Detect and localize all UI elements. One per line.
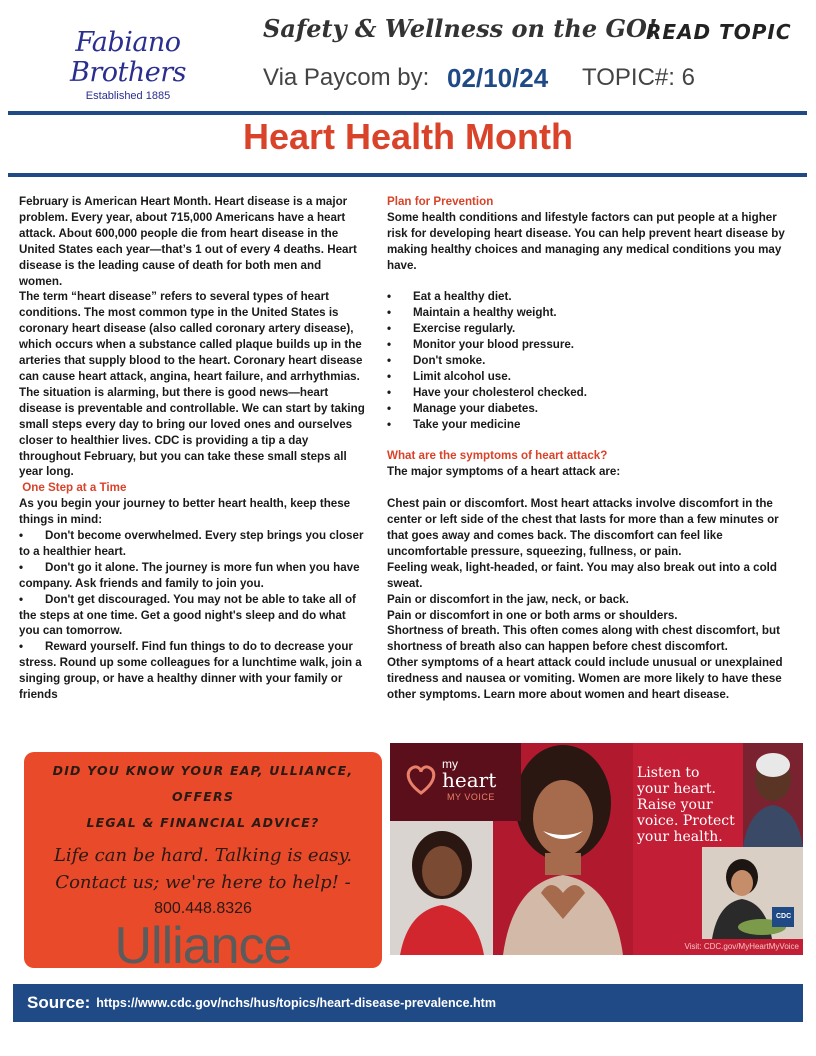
issue-date: 02/10/24 <box>447 63 549 93</box>
symptom-item: Chest pain or discomfort. Most heart attacks involve discomfort in the center or left side of the chest that lasts for more than a few minutes or that goes away and comes back. The discomfort can feel like uncomfortable pressure, squeezing, fullness, or pain. <box>387 497 779 558</box>
step-intro: As you begin your journey to better heart health, keep these things in mind: <box>19 497 351 527</box>
list-item: • Don't go it alone. The journey is more fun when you have company. Ask friends and family to join you. <box>19 560 360 590</box>
list-item: • Don't become overwhelmed. Every step brings you closer to a healthier heart. <box>19 529 364 558</box>
logo-heart: heart <box>442 768 497 792</box>
symptoms-intro: The major symptoms of a heart attack are: <box>387 465 621 479</box>
read-topic-label: READ TOPIC <box>646 20 792 44</box>
eap-phone-number: 800.448.8326 <box>154 900 252 917</box>
girl-photo <box>390 821 493 955</box>
list-item: • Limit alcohol use. <box>387 369 511 383</box>
intro-paragraph: February is American Heart Month. Heart disease is a major problem. Every year, about 715,000 Americans have a heart attack. About 600,000 people die from heart disease in the United States each year—that’s 1 out of every 4 deaths. Heart disease is the leading cause of death for both men and women. <box>19 195 357 288</box>
eap-tagline: Life can be hard. Talking is easy. Contact us; we're here to help! - <box>53 845 353 893</box>
symptom-item: Pain or discomfort in the jaw, neck, or back. <box>387 592 629 606</box>
logo-name: Fabiano Brothers <box>70 27 186 88</box>
list-item: • Manage your diabetes. <box>387 401 538 415</box>
source-url-link[interactable]: https://www.cdc.gov/nchs/hus/topics/heart-disease-prevalence.htm <box>96 996 496 1010</box>
poster-visit-link: Visit: CDC.gov/MyHeartMyVoice <box>684 942 799 951</box>
topic-number: TOPIC#: 6 <box>582 64 695 91</box>
source-footer <box>13 984 803 1022</box>
list-item: • Don't get discouraged. You may not be able to take all of the steps at one time. Get a good night's sleep and do what you can tomorrow. <box>19 592 356 638</box>
ulliance-logo: Ulliance <box>114 917 292 975</box>
page-title: Heart Health Month <box>242 116 573 157</box>
logo-established: Established 1885 <box>85 90 171 102</box>
section-heading-prevention: Plan for Prevention <box>387 195 494 208</box>
list-item: • Take your medicine <box>387 417 521 431</box>
list-item: • Exercise regularly. <box>387 322 516 336</box>
list-item: • Don't smoke. <box>387 354 486 368</box>
good-news-paragraph: The situation is alarming, but there is good news—heart disease is preventable and controllable. We can start by taking small steps every day to bring our loved ones and ourselves closer to healthier lives. CDC is providing a tip a day throughout February, but you can take these small steps all year long. <box>19 385 365 479</box>
section-heading-one-step: One Step at a Time <box>22 481 127 495</box>
girl-illustration-icon <box>390 821 493 955</box>
company-logo <box>14 28 242 102</box>
list-item: • Reward yourself. Find fun things to do to decrease your stress. Round up some colleagues for a lunchtime walk, join a singing group, or have a healthy dinner with your family or friends <box>19 640 362 702</box>
symptom-item: Shortness of breath. This often comes along with chest discomfort, but shortness of breath also can happen before chest discomfort. <box>387 624 780 654</box>
section-heading-symptoms: What are the symptoms of heart attack? <box>387 449 608 463</box>
heart-disease-paragraph: The term “heart disease” refers to several types of heart conditions. The most common type in the United States is coronary heart disease (also called coronary artery disease), which occurs when a substance called plaque builds up in the arteries that supply blood to the heart. Coronary heart disease can cause heart attack, angina, heart failure, and arrhythmias. <box>19 290 363 383</box>
symptom-item: Feeling weak, light-headed, or faint. You may also break out into a cold sweat. <box>387 560 777 590</box>
eap-callout <box>24 752 382 975</box>
campaign-poster <box>390 743 803 955</box>
logo-my: my <box>442 757 458 771</box>
cooking-photo <box>702 847 803 939</box>
eap-question: DID YOU KNOW YOUR EAP, ULLIANCE, OFFERS LEGAL & FINANCIAL ADVICE? <box>52 763 354 830</box>
prevention-paragraph: Some health conditions and lifestyle factors can put people at a higher risk for developing heart disease. You can help prevent heart disease by making healthy choices and managing any medical conditions you may have. <box>387 210 785 272</box>
right-column <box>387 194 795 703</box>
cdc-badge: CDC <box>776 913 792 920</box>
source-label: Source: <box>27 993 91 1012</box>
list-item: • Eat a healthy diet. <box>387 290 512 304</box>
list-item: • Have your cholesterol checked. <box>387 385 587 399</box>
logo-voice: MY VOICE <box>447 792 495 802</box>
cooking-illustration-icon <box>702 847 803 939</box>
list-item: • Monitor your blood pressure. <box>387 338 575 352</box>
my-heart-logo <box>390 743 521 821</box>
left-column <box>19 194 365 703</box>
symptom-item: Other symptoms of a heart attack could include unusual or unexplained tiredness and nausea or vomiting. Women are more likely to have these other symptoms. Learn more about women and heart disease. <box>387 656 783 702</box>
via-label: Via Paycom by: <box>263 64 430 91</box>
symptom-item: Pain or discomfort in one or both arms or shoulders. <box>387 608 678 622</box>
nurse-photo <box>743 743 803 847</box>
header-divider-bottom <box>8 173 807 177</box>
heart-icon <box>404 763 438 795</box>
list-item: • Maintain a healthy weight. <box>387 306 557 320</box>
series-title: Safety & Wellness on the GO! <box>263 14 658 43</box>
nurse-illustration-icon <box>743 743 803 847</box>
poster-message: Listen to your heart. Raise your voice. Protect your health. <box>637 765 735 845</box>
